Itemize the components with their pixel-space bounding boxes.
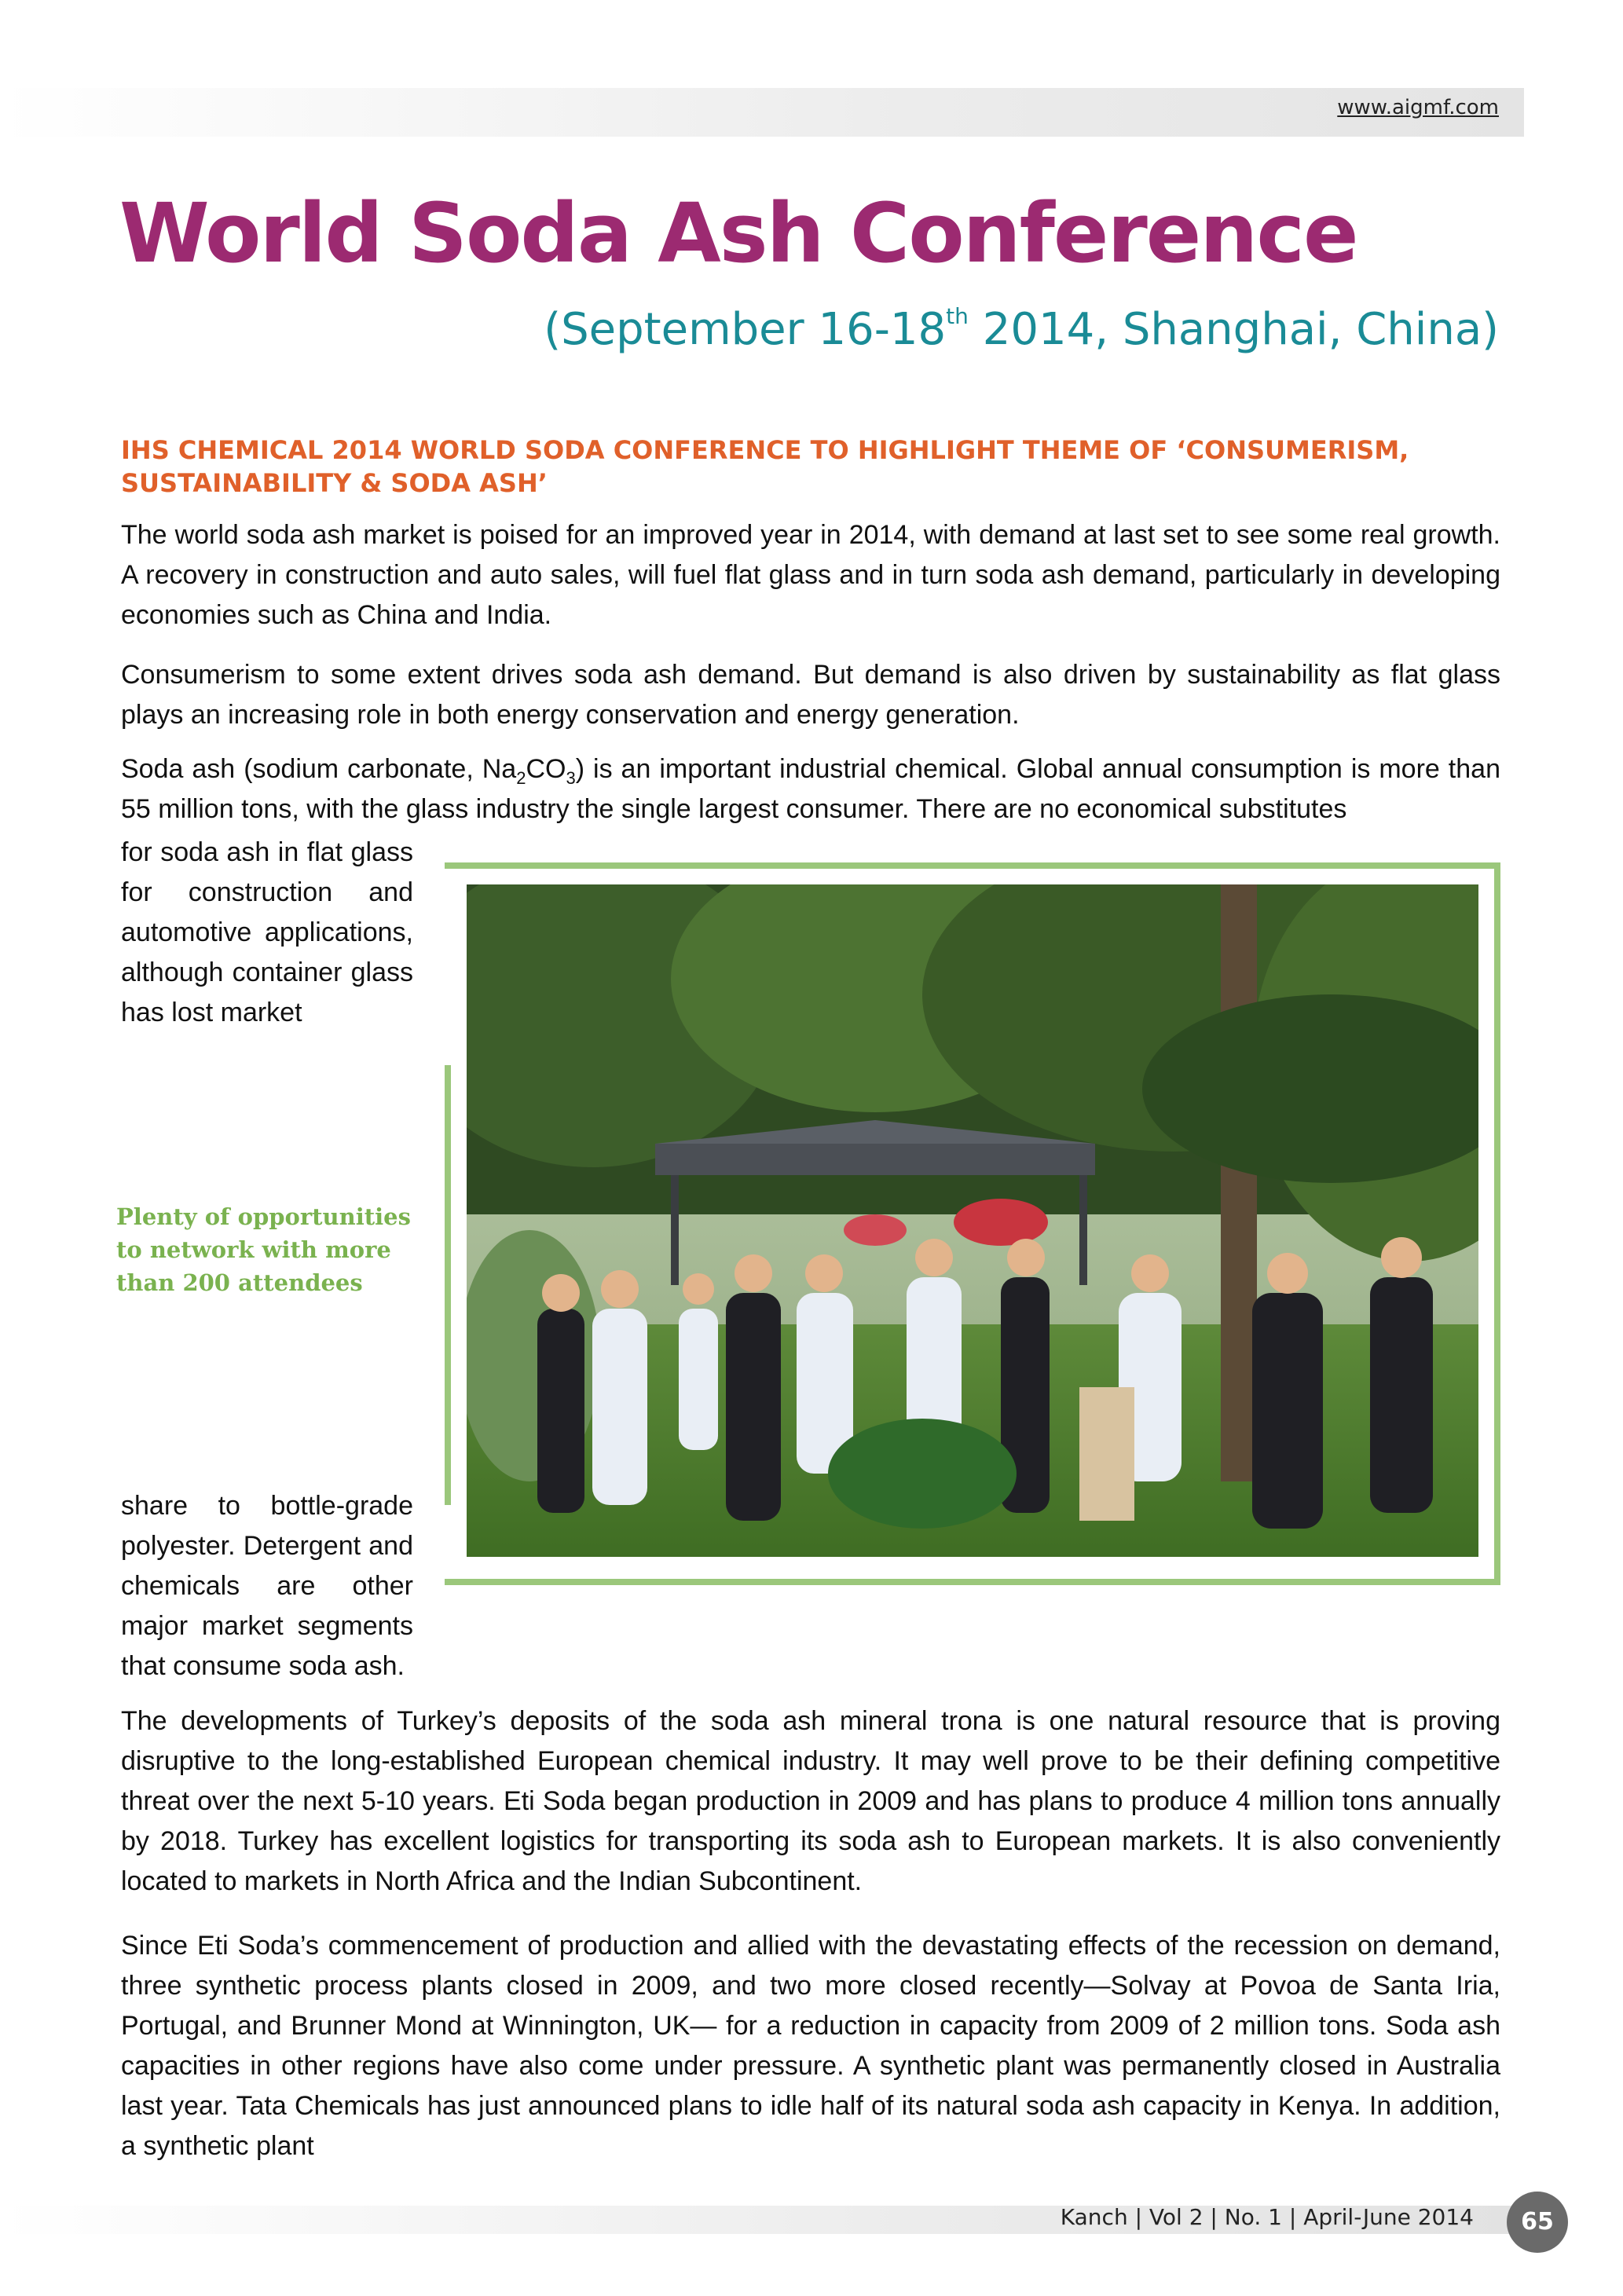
paragraph-4: for soda ash in flat glass for construction and automotive applications, although container glass has lost market bbox=[121, 837, 413, 1027]
paragraph-1: The world soda ash market is poised for an improved year in 2014, with demand at last set to see some real growth. A recovery in construction and auto sales, will fuel flat glass and in turn soda ash demand, particularly in developing economies such as China and India. bbox=[121, 520, 1500, 630]
photo-frame bbox=[445, 862, 1500, 1585]
website-url[interactable]: www.aigmf.com bbox=[1337, 96, 1499, 119]
photo-caption: Plenty of opportunities to network with more than 200 attendees bbox=[116, 1203, 411, 1296]
paragraph-2: Consumerism to some extent drives soda ash demand. But demand is also driven by sustainability as flat glass plays an increasing role in both energy conservation and energy generation. bbox=[121, 660, 1500, 730]
article-title: World Soda Ash Conference bbox=[119, 185, 1357, 281]
page-number-badge: 65 bbox=[1507, 2192, 1568, 2253]
paragraph-3: Soda ash (sodium carbonate, $Na_2CO_3$) is an important industrial chemical. Global annual consumption is more than 55 million tons, with the glass industry the single largest consumer. There are no economical substitutes bbox=[121, 754, 1500, 824]
paragraph-6: The developments of Turkey’s deposits of the soda ash mineral trona is one natural resource that is proving disruptive to the long-established European chemical industry. It may well prove to be their defining competitive threat over the next 5-10 years. Eti Soda began production in 2009 and has plans to produce 4 million tons annually by 2018. Turkey has excellent logistics for transporting its soda ash to European markets. It is also conveniently located to markets in North Africa and the Indian Subcontinent. bbox=[121, 1706, 1500, 1896]
conference-photo bbox=[467, 884, 1478, 1557]
publication-info: Kanch | Vol 2 | No. 1 | April-June 2014 bbox=[1060, 2204, 1474, 2230]
paragraph-5: share to bottle-grade polyester. Detergent and chemicals are other major market segments that consume soda ash. bbox=[121, 1491, 413, 1681]
paragraph-7: Since Eti Soda’s commencement of production and allied with the devastating effects of the recession on demand, three synthetic process plants closed in 2009, and two more closed recently—Solvay at Povoa de Santa Iria, Portugal, and Brunner Mond at Winnington, UK— for a reduction in capacity from 2009 of 2 million tons. Soda ash capacities in other regions have also come under pressure. A synthetic plant was permanently closed in Australia last year. Tata Chemicals has just announced plans to idle half of its natural soda ash capacity in Kenya. In addition, a synthetic plant bbox=[121, 1931, 1500, 2161]
article-headline: IHS CHEMICAL 2014 WORLD SODA CONFERENCE TO HIGHLIGHT THEME OF ‘CONSUMERISM, SUSTAINABILITY & SODA ASH’ bbox=[121, 435, 1409, 498]
header-bar bbox=[0, 88, 1524, 137]
article-subtitle: (September 16-18th 2014, Shanghai, China) bbox=[544, 303, 1499, 355]
garden-reception-photo-illustration bbox=[467, 884, 1478, 1557]
